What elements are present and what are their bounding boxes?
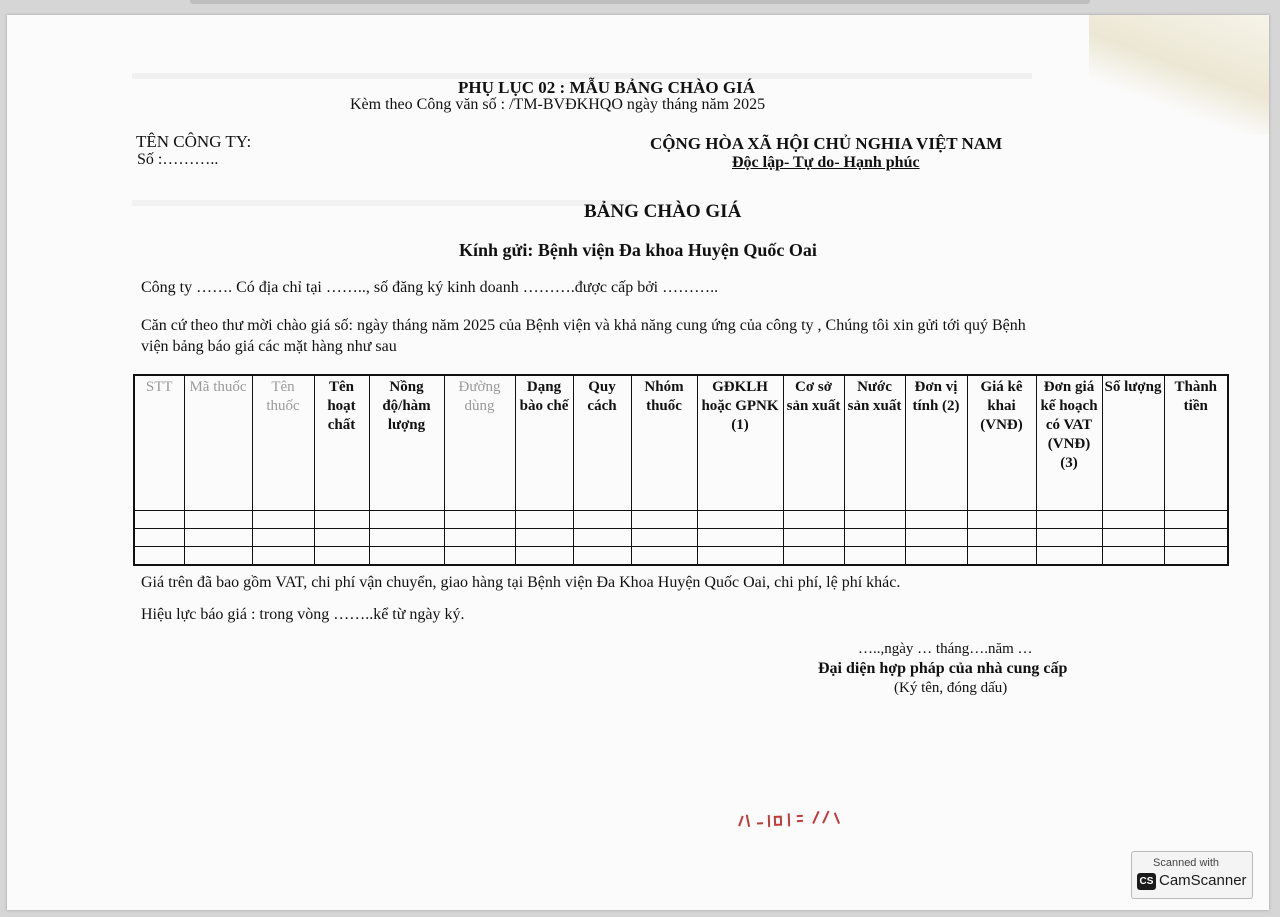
- table-cell: [1164, 511, 1228, 529]
- table-cell: [252, 511, 314, 529]
- basis-line-1: Căn cứ theo thư mời chào giá số: ngày tháng năm 2025 của Bệnh viện và khả năng cung ứng của công ty , Chúng tôi xin gửi tới quý Bệnh: [141, 317, 1026, 334]
- table-cell: [631, 529, 697, 547]
- col-header-declared-price: Giá kê khai (VNĐ): [967, 375, 1036, 511]
- col-header-dosage-form: Dạng bào chế: [515, 375, 573, 511]
- table-cell: [515, 547, 573, 566]
- table-cell: [783, 547, 844, 566]
- col-header-active-ingredient: Tên hoạt chất: [314, 375, 369, 511]
- col-header-drug-group: Nhóm thuốc: [631, 375, 697, 511]
- table-cell: [1036, 547, 1102, 566]
- col-header-amount: Thành tiền: [1164, 375, 1228, 511]
- table-cell: [314, 529, 369, 547]
- col-header-packaging: Quy cách: [573, 375, 631, 511]
- table-cell: [444, 511, 515, 529]
- col-header-stt: STT: [134, 375, 184, 511]
- table-cell: [844, 511, 905, 529]
- table-cell: [905, 511, 967, 529]
- table-cell: [967, 511, 1036, 529]
- table-cell: [1164, 529, 1228, 547]
- company-info-line: Công ty ……. Có địa chỉ tại …….., số đăng ký kinh doanh ……….được cấp bởi ………..: [141, 279, 719, 296]
- table-cell: [967, 547, 1036, 566]
- table-cell: [844, 529, 905, 547]
- col-header-country: Nước sản xuất: [844, 375, 905, 511]
- stamp-mark-icon: [735, 806, 866, 833]
- table-cell: [444, 547, 515, 566]
- basis-line-2: viện bảng báo giá các mặt hàng như sau: [141, 338, 397, 355]
- col-header-manufacturer: Cơ sở sản xuất: [783, 375, 844, 511]
- table-cell: [184, 529, 252, 547]
- national-motto: Độc lập- Tự do- Hạnh phúc: [732, 154, 920, 171]
- table-cell: [515, 511, 573, 529]
- table-cell: [1164, 547, 1228, 566]
- table-cell: [515, 529, 573, 547]
- camscanner-logo-icon: CS: [1137, 873, 1156, 890]
- table-cell: [905, 547, 967, 566]
- table-cell: [573, 547, 631, 566]
- table-cell: [369, 529, 444, 547]
- table-cell: [783, 529, 844, 547]
- appendix-title: PHỤ LỤC 02 : MẪU BẢNG CHÀO GIÁ: [458, 78, 756, 97]
- number-label: Số :………..: [137, 151, 219, 168]
- reference-line: Kèm theo Công văn số : /TM-BVĐKHQO ngày tháng năm 2025: [350, 96, 766, 113]
- page-curl: [1089, 15, 1269, 135]
- table-cell: [134, 511, 184, 529]
- col-header-drug-name: Tên thuốc: [252, 375, 314, 511]
- table-cell: [134, 547, 184, 566]
- col-header-registration: GĐKLH hoặc GPNK (1): [697, 375, 783, 511]
- signature-note: (Ký tên, đóng dấu): [894, 680, 1008, 696]
- table-cell: [967, 529, 1036, 547]
- table-cell: [1102, 511, 1164, 529]
- table-cell: [444, 529, 515, 547]
- table-cell: [314, 547, 369, 566]
- table-cell: [1036, 511, 1102, 529]
- table-row: [134, 511, 1228, 529]
- col-header-planned-price: Đơn giá kế hoạch có VAT (VNĐ) (3): [1036, 375, 1102, 511]
- signature-date-line: …..,ngày … tháng….năm …: [858, 641, 1033, 657]
- red-stamp-fragment: [735, 806, 866, 838]
- table-cell: [369, 511, 444, 529]
- table-cell: [1102, 547, 1164, 566]
- table-cell: [134, 529, 184, 547]
- camscanner-name: CamScanner: [1159, 872, 1247, 889]
- col-header-quantity: Số lượng: [1102, 375, 1164, 511]
- table-cell: [697, 547, 783, 566]
- table-cell: [184, 547, 252, 566]
- table-header-row: [134, 375, 1228, 511]
- scanned-with-label: Scanned with: [1153, 857, 1220, 869]
- table-cell: [184, 511, 252, 529]
- document-heading: BẢNG CHÀO GIÁ: [584, 201, 742, 222]
- col-header-route: Đường dùng: [444, 375, 515, 511]
- table-row: [134, 547, 1228, 566]
- table-cell: [1036, 529, 1102, 547]
- greeting: Kính gửi: Bệnh viện Đa khoa Huyện Quốc Oai: [459, 240, 817, 260]
- table-cell: [252, 529, 314, 547]
- company-label: TÊN CÔNG TY:: [136, 132, 252, 151]
- table-cell: [783, 511, 844, 529]
- table-cell: [631, 547, 697, 566]
- table-body: [134, 511, 1228, 566]
- scanned-page: [7, 15, 1269, 910]
- table-cell: [631, 511, 697, 529]
- nation-title: CỘNG HÒA XÃ HỘI CHỦ NGHIA VIỆT NAM: [650, 134, 1003, 153]
- quotation-table: [133, 374, 1229, 566]
- table-row: [134, 529, 1228, 547]
- col-header-unit: Đơn vị tính (2): [905, 375, 967, 511]
- camscanner-badge: [1131, 851, 1253, 899]
- table-cell: [369, 547, 444, 566]
- table-cell: [844, 547, 905, 566]
- table-cell: [697, 529, 783, 547]
- col-header-drug-code: Mã thuốc: [184, 375, 252, 511]
- col-header-concentration: Nồng độ/hàm lượng: [369, 375, 444, 511]
- window-top-edge: [190, 0, 1090, 4]
- table-cell: [1102, 529, 1164, 547]
- table-cell: [573, 529, 631, 547]
- table-cell: [314, 511, 369, 529]
- table-cell: [573, 511, 631, 529]
- price-note: Giá trên đã bao gồm VAT, chi phí vận chuyển, giao hàng tại Bệnh viện Đa Khoa Huyện Quốc Oai, chi phí, lệ phí khác.: [141, 574, 901, 591]
- representative-label: Đại diện hợp pháp của nhà cung cấp: [818, 660, 1068, 677]
- validity-note: Hiệu lực báo giá : trong vòng ……..kể từ ngày ký.: [141, 606, 465, 623]
- table-cell: [697, 511, 783, 529]
- table-cell: [252, 547, 314, 566]
- table-cell: [905, 529, 967, 547]
